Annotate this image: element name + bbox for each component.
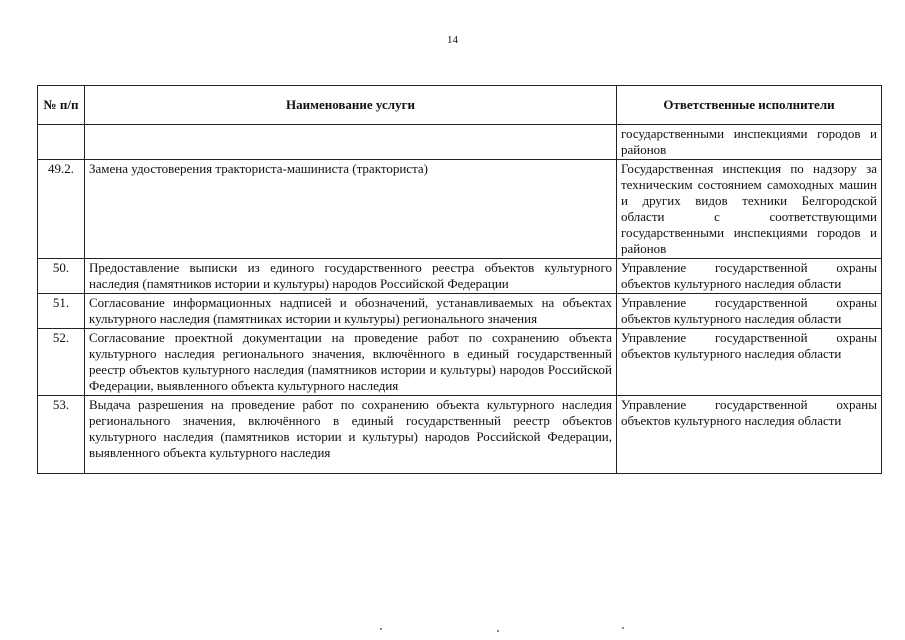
table-row [38, 259, 882, 294]
row-service: Замена удостоверения тракториста-машиниста (тракториста) [85, 160, 617, 259]
table-row [38, 294, 882, 329]
table-row [38, 329, 882, 396]
header-number: № п/п [38, 86, 85, 125]
row-executors: государственными инспекциями городов и районов [617, 125, 882, 160]
row-service [85, 125, 617, 160]
row-service: Согласование проектной документации на проведение работ по сохранению объекта культурного наследия регионального значения, включённого в единый государственный реестр объектов культурного наследия (памятников истории и культуры) народов Российской Федерации, выявленного объекта культурного наследия [85, 329, 617, 396]
row-executors: Государственная инспекция по надзору за техническим состоянием самоходных машин и других видов техники Белгородской области с соответствующими государственными инспекциями городов и районов [617, 160, 882, 259]
row-number: 51. [38, 294, 85, 329]
row-service: Предоставление выписки из единого государственного реестра объектов культурного наследия (памятников истории и культуры) народов Российской Федерации [85, 259, 617, 294]
header-executors: Ответственные исполнители [617, 86, 882, 125]
table-row [38, 396, 882, 474]
scan-artifact [497, 630, 499, 632]
services-table [37, 85, 882, 474]
page-number: 14 [447, 34, 458, 46]
row-executors: Управление государственной охраны объектов культурного наследия области [617, 396, 882, 474]
row-service: Согласование информационных надписей и обозначений, устанавливаемых на объектах культурного наследия (памятниках истории и культуры) регионального значения [85, 294, 617, 329]
table-row [38, 160, 882, 259]
scan-artifact [622, 627, 624, 629]
row-number: 53. [38, 396, 85, 474]
row-executors: Управление государственной охраны объектов культурного наследия области [617, 294, 882, 329]
row-number [38, 125, 85, 160]
row-number: 52. [38, 329, 85, 396]
row-executors: Управление государственной охраны объектов культурного наследия области [617, 329, 882, 396]
table-row [38, 125, 882, 160]
header-service-name: Наименование услуги [85, 86, 617, 125]
scan-artifact [380, 628, 382, 630]
table-header-row [38, 86, 882, 125]
row-service: Выдача разрешения на проведение работ по сохранению объекта культурного наследия регионального значения, включённого в единый государственный реестр объектов культурного наследия (памятников истории и культуры) народов Российской Федерации, выявленного объекта культурного наследия [85, 396, 617, 474]
row-number: 50. [38, 259, 85, 294]
row-executors: Управление государственной охраны объектов культурного наследия области [617, 259, 882, 294]
row-number: 49.2. [38, 160, 85, 259]
